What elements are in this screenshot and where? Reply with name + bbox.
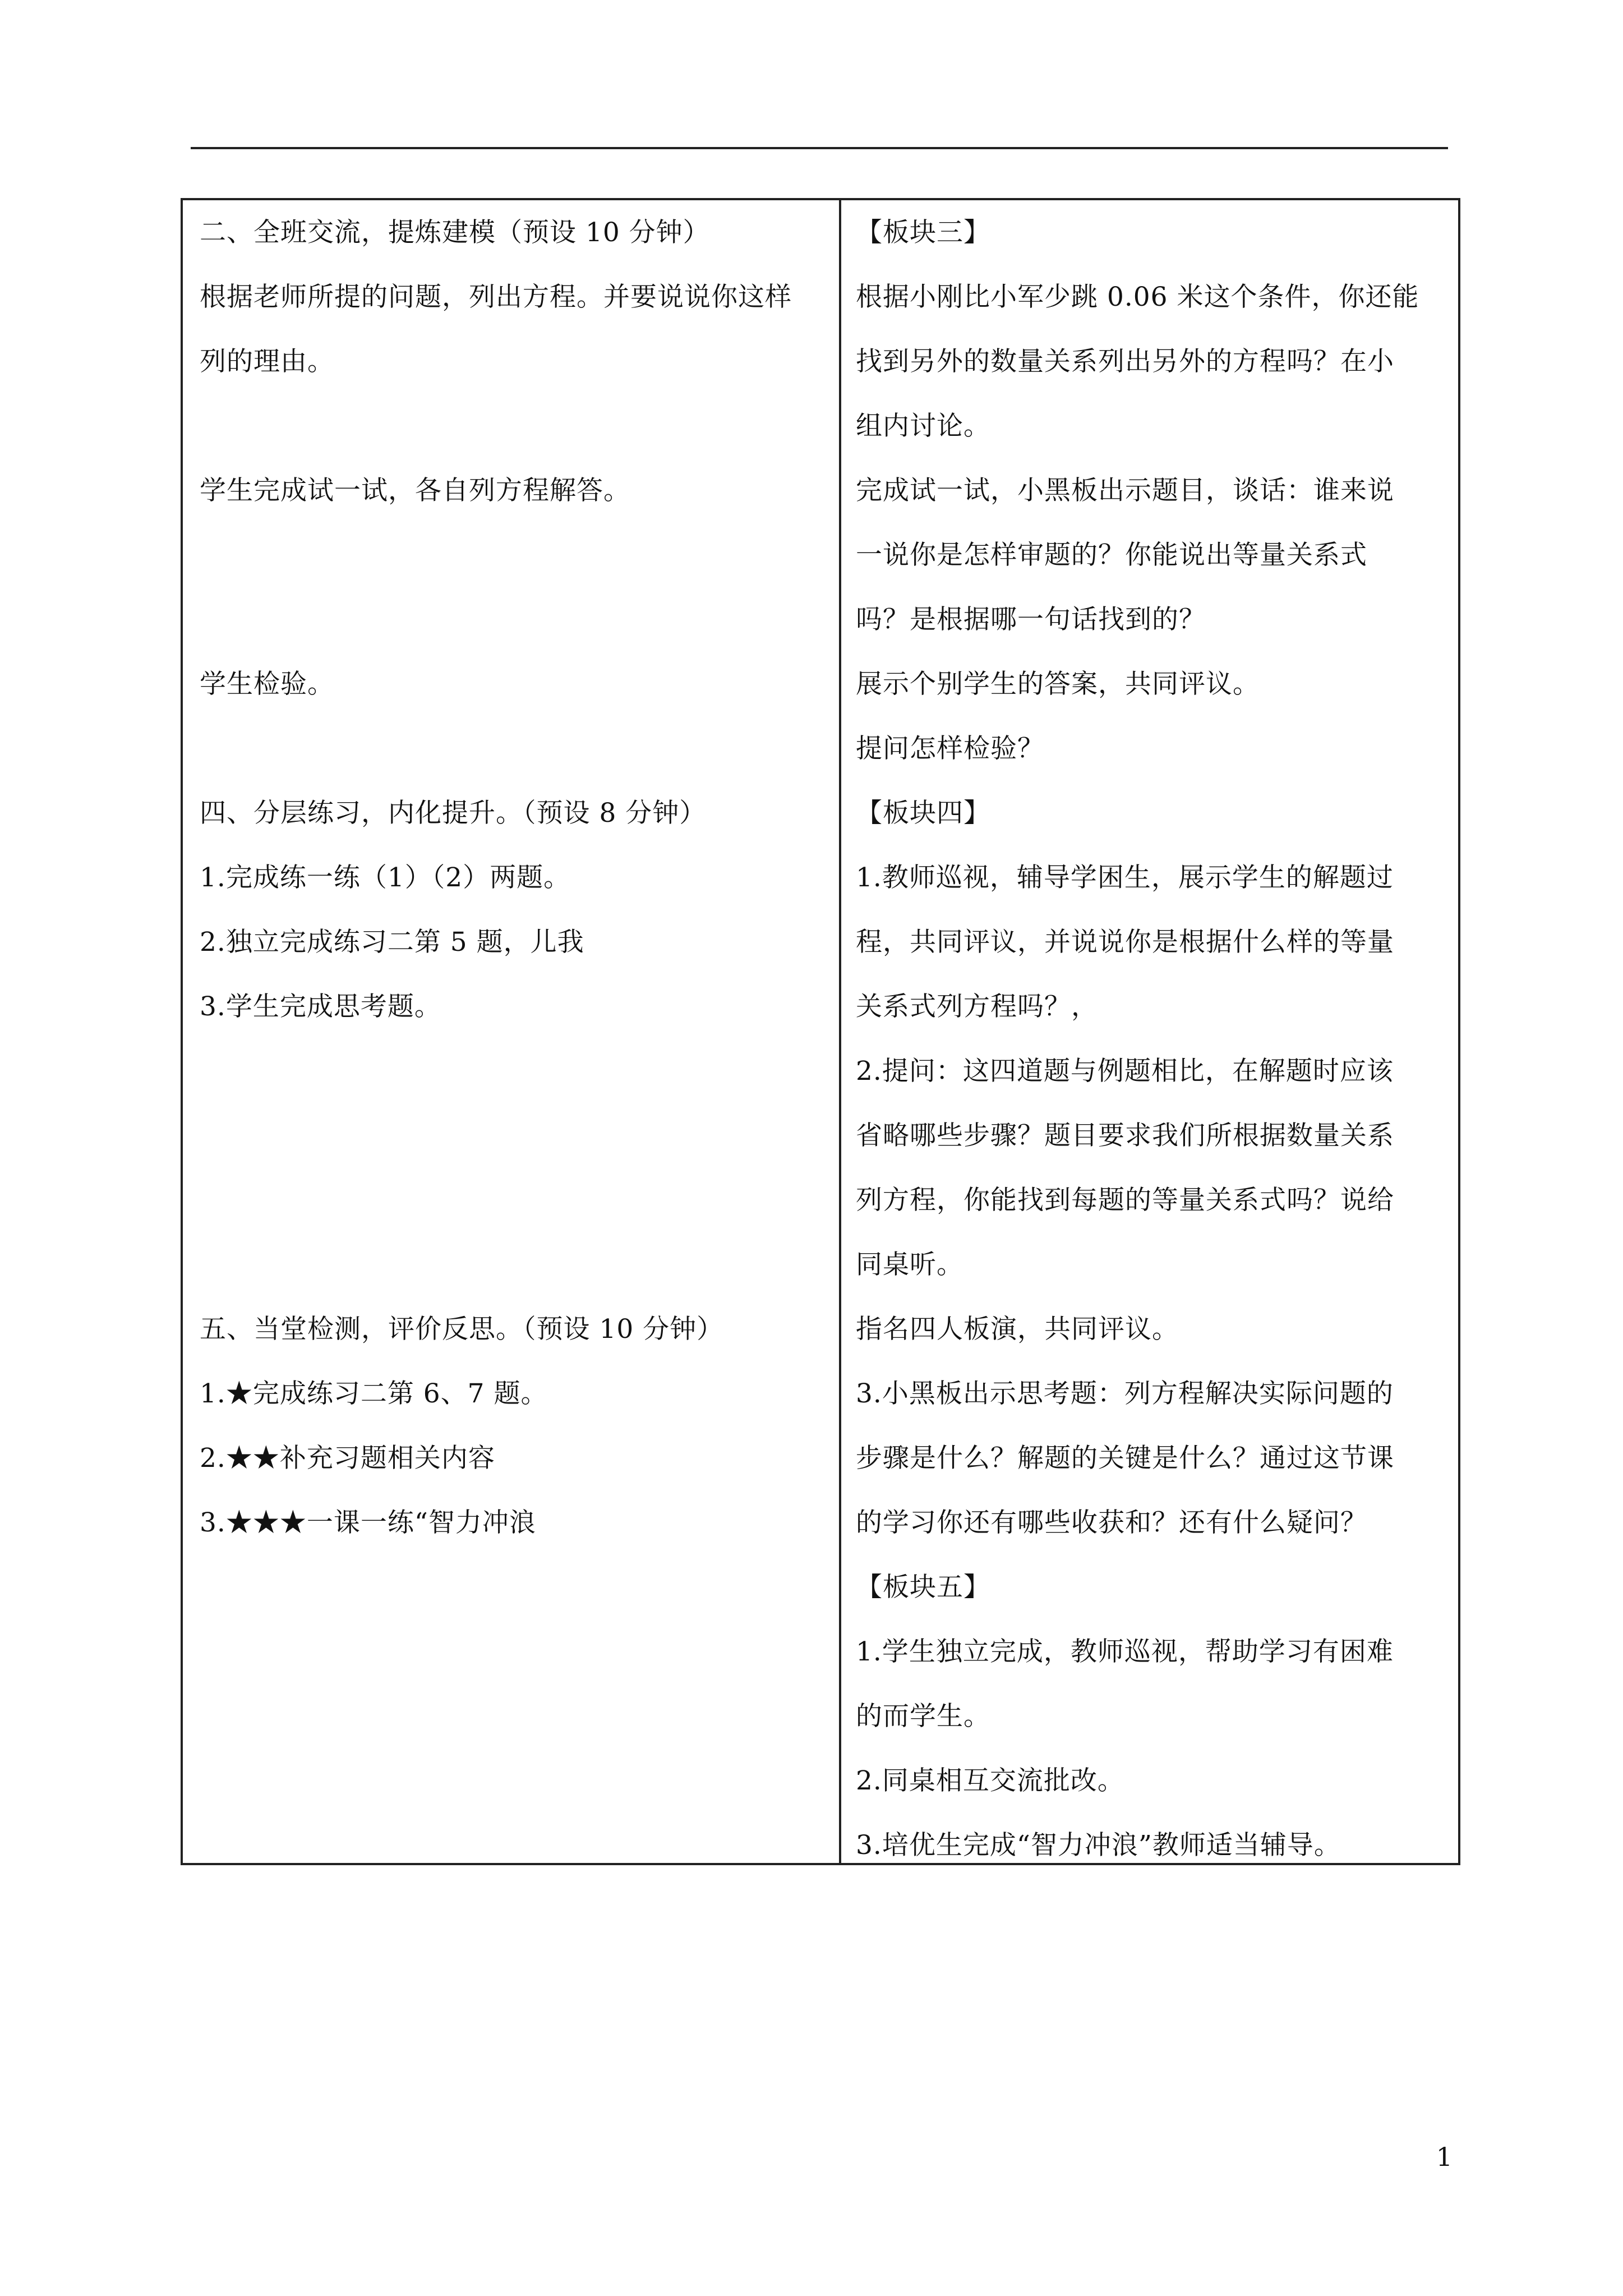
text-line: 完成试一试，小黑板出示题目，谈话：谁来说 [856,475,1394,506]
list-item: 3.★★★一课一练“智力冲浪 [200,1507,536,1538]
list-item: 2.★★补充习题相关内容 [200,1443,495,1474]
blank-line [200,539,822,603]
text-line: 提问怎样检验？ [856,733,1044,764]
text-line: 吗？是根据哪一句话找到的？ [856,604,1206,635]
text-line: 省略哪些步骤？题目要求我们所根据数量关系 [856,1120,1394,1151]
text-line: 关系式列方程吗？， [856,991,1098,1022]
text-line: 组内讨论。 [856,411,990,441]
text-line: 列方程，你能找到每题的等量关系式吗？说给 [856,1185,1394,1216]
text-line: 同桌听。 [856,1249,963,1280]
text-line: 根据老师所提的问题，列出方程。并要说说你这样 [200,282,792,312]
text-line: 学生检验。 [200,669,334,700]
text-line: 步骤是什么？解题的关键是什么？通过这节课 [856,1443,1394,1474]
text-line: 学生完成试一试，各自列方程解答。 [200,475,630,506]
text-line: 2.提问：这四道题与例题相比，在解题时应该 [856,1056,1394,1087]
block-heading-3: 【板块三】 [856,217,990,248]
text-line: 2.同桌相互交流批改。 [856,1765,1124,1796]
page-number: 1 [1436,2142,1453,2172]
blank-line [200,1184,822,1248]
list-item: 2.独立完成练习二第 5 题，儿我 [200,927,584,958]
student-activity-column [200,216,822,1571]
section-heading-5: 五、当堂检测，评价反思。（预设 10 分钟） [200,1314,724,1345]
text-line: 找到另外的数量关系列出另外的方程吗？在小 [856,346,1394,377]
text-line: 根据小刚比小军少跳 0.06 米这个条件，你还能 [856,282,1419,312]
text-line: 3.小黑板出示思考题：列方程解决实际问题的 [856,1378,1394,1409]
lesson-plan-table [181,198,1460,1865]
blank-line [200,1055,822,1119]
text-line: 的学习你还有哪些收获和？还有什么疑问？ [856,1507,1367,1538]
block-heading-4: 【板块四】 [856,798,990,829]
blank-line [200,1248,822,1313]
list-item: 1.完成练一练（1）（2）两题。 [200,862,571,893]
blank-line [200,409,822,474]
blank-line [200,732,822,797]
list-item: 1.★完成练习二第 6、7 题。 [200,1378,548,1409]
section-heading-2: 二、全班交流，提炼建模（预设 10 分钟） [200,217,710,248]
text-line: 的而学生。 [856,1701,990,1732]
column-divider [839,200,841,1863]
text-line: 3.培优生完成“智力冲浪”教师适当辅导。 [856,1830,1341,1861]
text-line: 列的理由。 [200,346,334,377]
header-rule [191,147,1448,149]
list-item: 3.学生完成思考题。 [200,991,441,1022]
text-line: 展示个别学生的答案，共同评议。 [856,669,1260,700]
text-line: 指名四人板演，共同评议。 [856,1314,1179,1345]
blank-line [200,603,822,668]
text-line: 一说你是怎样审题的？你能说出等量关系式 [856,540,1367,570]
text-line: 程，共同评议，并说说你是根据什么样的等量 [856,927,1394,958]
teacher-activity-column [856,216,1450,1893]
section-heading-4: 四、分层练习，内化提升。（预设 8 分钟） [200,798,707,829]
text-line: 1.教师巡视，辅导学困生，展示学生的解题过 [856,862,1394,893]
blank-line [200,1119,822,1184]
block-heading-5: 【板块五】 [856,1572,990,1603]
text-line: 1.学生独立完成，教师巡视，帮助学习有困难 [856,1636,1394,1667]
